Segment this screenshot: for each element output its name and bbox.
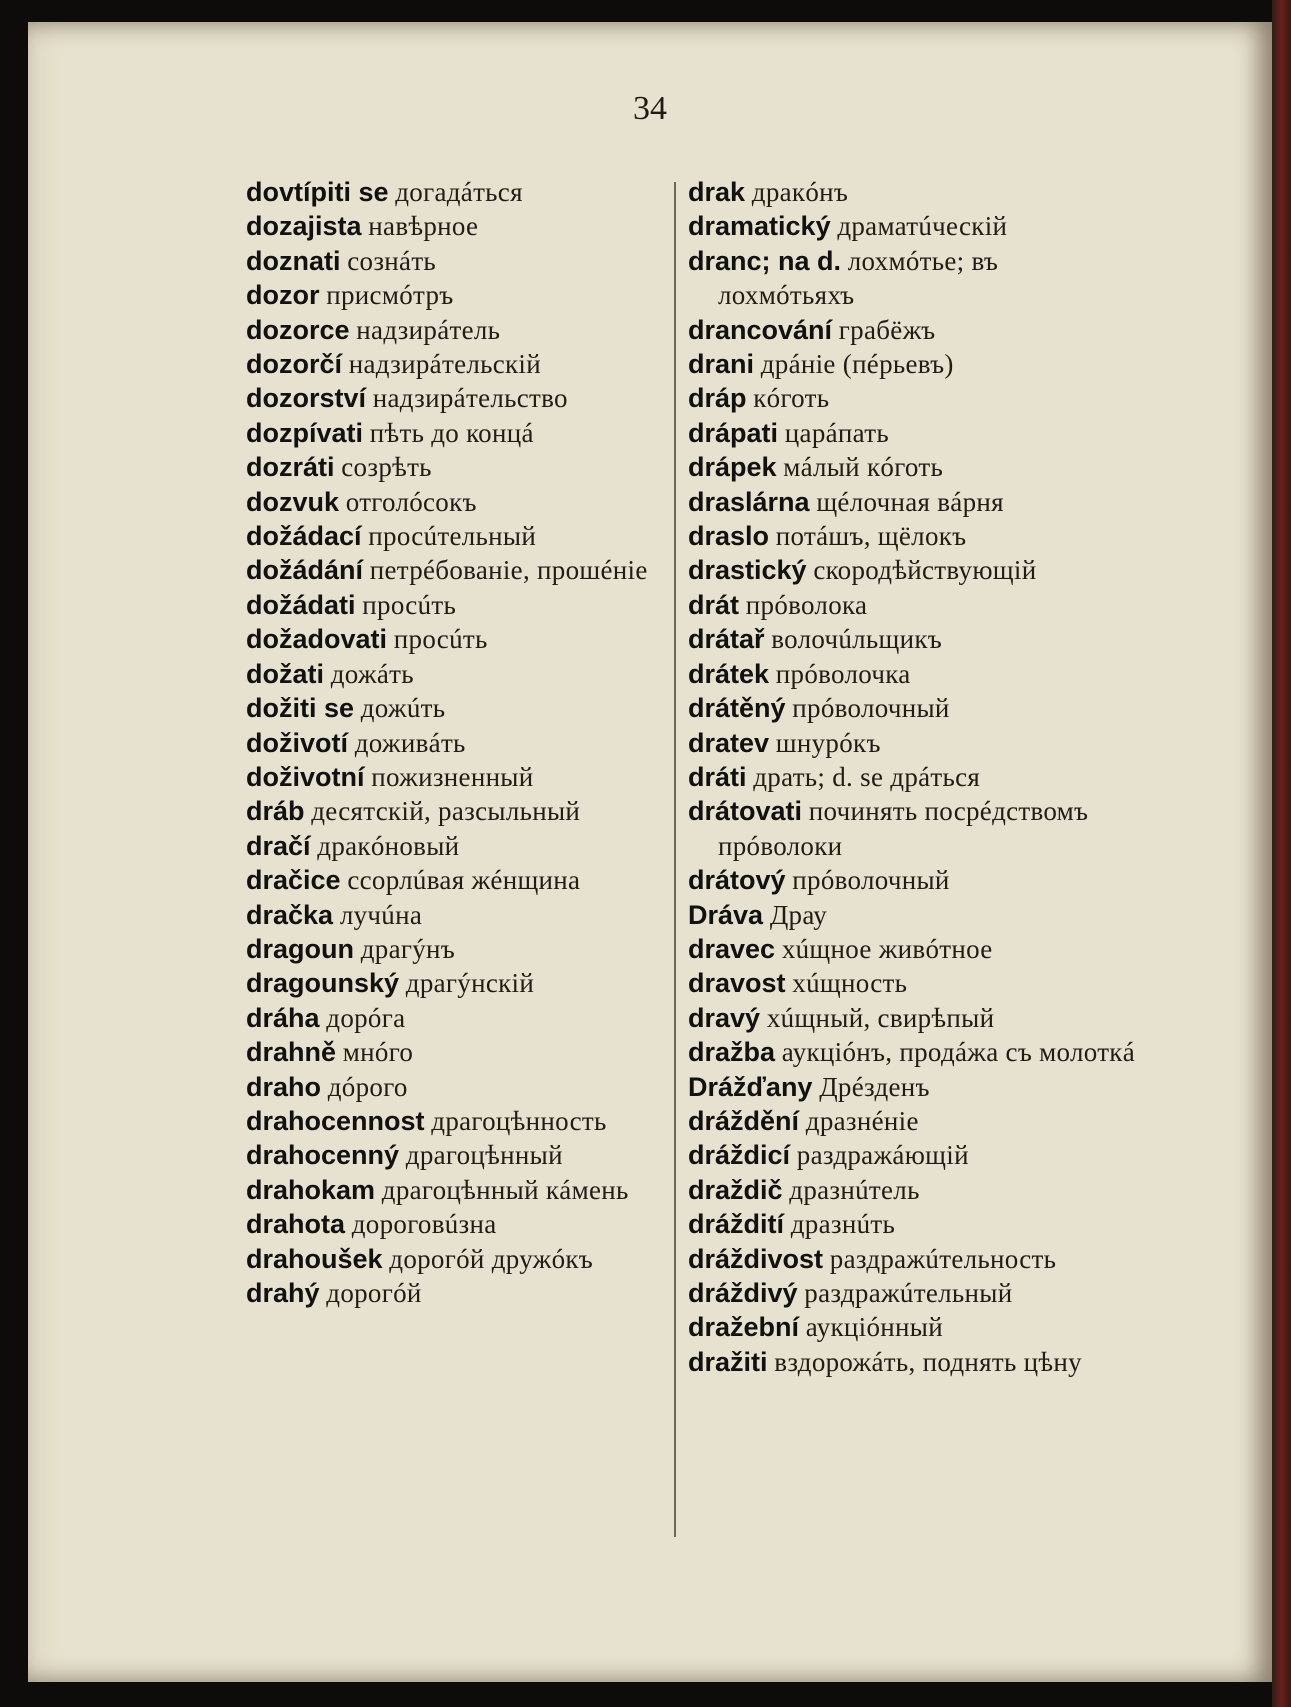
dictionary-entry bbox=[688, 1276, 1136, 1310]
entry-translation: драгоцѣнный bbox=[405, 1140, 563, 1171]
entry-translation: Драу bbox=[769, 899, 828, 930]
dictionary-entry bbox=[246, 244, 694, 278]
entry-headword: dramatický bbox=[688, 211, 831, 242]
entry-translation: прóволочка bbox=[775, 658, 911, 689]
entry-headword: dráždití bbox=[688, 1209, 785, 1240]
entry-headword: draho bbox=[246, 1071, 322, 1102]
entry-translation: дразнúтель bbox=[789, 1174, 920, 1205]
dictionary-entry bbox=[688, 1070, 1136, 1104]
dictionary-entry bbox=[688, 726, 1136, 760]
dictionary-entry bbox=[246, 416, 694, 450]
entry-translation: пожизненный bbox=[371, 761, 534, 792]
entry-headword: dožiti se bbox=[246, 693, 355, 724]
dictionary-entry bbox=[246, 553, 694, 587]
entry-headword: dozvuk bbox=[246, 486, 340, 517]
entry-translation: аукціóнъ, продáжа съ молоткá bbox=[781, 1037, 1135, 1068]
entry-translation: царáпать bbox=[784, 417, 889, 448]
entry-translation: дракóновый bbox=[317, 830, 460, 861]
dictionary-entry bbox=[688, 244, 1136, 313]
entry-translation: дорогóй дружóкъ bbox=[389, 1243, 594, 1274]
entry-translation: отголóсокъ bbox=[345, 486, 477, 517]
dictionary-entry bbox=[246, 657, 694, 691]
dictionary-entry bbox=[688, 553, 1136, 587]
dictionary-entry bbox=[246, 1001, 694, 1035]
entry-translation: дракóнъ bbox=[751, 177, 849, 207]
entry-headword: dravec bbox=[688, 933, 776, 964]
entry-headword: dráp bbox=[688, 383, 747, 414]
dictionary-entry bbox=[246, 1035, 694, 1069]
entry-translation: грабёжъ bbox=[838, 314, 936, 345]
entry-headword: drancování bbox=[688, 314, 833, 345]
entry-headword: dragounský bbox=[246, 968, 400, 999]
entry-translation: починять посрéдствомъ прóволоки bbox=[718, 796, 1089, 861]
entry-headword: dravý bbox=[688, 1002, 761, 1033]
entry-headword: dráb bbox=[246, 796, 305, 827]
dictionary-entry bbox=[688, 1035, 1136, 1069]
dictionary-entry bbox=[246, 347, 694, 381]
entry-translation: просúть bbox=[393, 624, 488, 655]
dictionary-entry bbox=[688, 485, 1136, 519]
dictionary-entry bbox=[688, 1242, 1136, 1276]
entry-translation: дороговúзна bbox=[351, 1209, 497, 1240]
dictionary-entry bbox=[688, 209, 1136, 243]
entry-translation: просúть bbox=[362, 589, 457, 620]
dictionary-entry bbox=[246, 726, 694, 760]
entry-headword: dražební bbox=[688, 1312, 800, 1343]
entry-translation: дорóга bbox=[326, 1002, 406, 1033]
entry-headword: dozorství bbox=[246, 383, 367, 414]
entry-headword: dražba bbox=[688, 1037, 776, 1068]
dictionary-page bbox=[28, 22, 1272, 1682]
entry-translation: прóволока bbox=[745, 589, 868, 620]
entry-translation: вздорожáть, поднять цѣну bbox=[774, 1346, 1082, 1377]
entry-translation: сознáть bbox=[347, 245, 437, 276]
entry-translation: присмóтръ bbox=[326, 280, 454, 311]
entry-translation: хúщный, свирѣпый bbox=[766, 1002, 995, 1033]
entry-headword: dračí bbox=[246, 830, 311, 861]
dictionary-entry bbox=[688, 1207, 1136, 1241]
dictionary-entry bbox=[246, 829, 694, 863]
entry-headword: dráha bbox=[246, 1002, 320, 1033]
dictionary-entry bbox=[688, 450, 1136, 484]
entry-translation: десятскій, разсыльный bbox=[311, 796, 581, 827]
dictionary-entry bbox=[688, 381, 1136, 415]
dictionary-entry bbox=[688, 588, 1136, 622]
dictionary-entry bbox=[246, 588, 694, 622]
dictionary-entry bbox=[246, 1173, 694, 1207]
entry-translation: щéлочная вáрня bbox=[816, 486, 1004, 517]
entry-translation: потáшъ, щёлокъ bbox=[775, 521, 967, 552]
entry-headword: dravost bbox=[688, 968, 786, 999]
entry-translation: созрѣть bbox=[341, 452, 432, 483]
entry-headword: dozor bbox=[246, 280, 320, 311]
dictionary-entry bbox=[688, 1173, 1136, 1207]
entry-translation: драть; d. se дрáться bbox=[753, 761, 981, 792]
entry-headword: drani bbox=[688, 349, 755, 380]
entry-headword: dožadovati bbox=[246, 624, 388, 655]
entry-translation: хúщность bbox=[792, 968, 908, 999]
entry-headword: doznati bbox=[246, 245, 341, 276]
entry-headword: dračka bbox=[246, 899, 334, 930]
dictionary-entry bbox=[688, 347, 1136, 381]
entry-headword: Dráva bbox=[688, 899, 764, 930]
entry-headword: draslárna bbox=[688, 486, 810, 517]
dictionary-entry bbox=[246, 966, 694, 1000]
dictionary-entry bbox=[688, 416, 1136, 450]
entry-translation: лучúна bbox=[339, 899, 423, 930]
entry-translation: дорогóй bbox=[326, 1278, 422, 1308]
entry-headword: drahocennost bbox=[246, 1105, 425, 1136]
dictionary-entry bbox=[246, 1138, 694, 1172]
dictionary-entry bbox=[688, 691, 1136, 725]
entry-translation: пѣть до концá bbox=[369, 417, 534, 448]
entry-headword: drátěný bbox=[688, 693, 786, 724]
entry-headword: draslo bbox=[688, 521, 770, 552]
entry-translation: драгýнскій bbox=[405, 968, 535, 999]
dictionary-entry bbox=[688, 1138, 1136, 1172]
entry-translation: дóрого bbox=[327, 1071, 408, 1102]
entry-translation: петрéбованіе, прошéніе bbox=[369, 555, 648, 586]
entry-headword: drátový bbox=[688, 865, 786, 896]
entry-translation: волочúльщикъ bbox=[771, 624, 943, 655]
dictionary-entry bbox=[246, 691, 694, 725]
dictionary-entry bbox=[246, 794, 694, 828]
entry-headword: dozpívati bbox=[246, 417, 364, 448]
entry-translation: просúтельный bbox=[368, 521, 537, 552]
dictionary-entry bbox=[246, 519, 694, 553]
dictionary-entry bbox=[688, 519, 1136, 553]
page-number: 34 bbox=[633, 90, 667, 127]
entry-translation: дожáть bbox=[330, 658, 414, 689]
left-column bbox=[246, 175, 694, 1310]
entry-headword: drápati bbox=[688, 417, 779, 448]
entry-headword: dozajista bbox=[246, 211, 362, 242]
dictionary-entry bbox=[688, 175, 1136, 209]
dictionary-entry bbox=[688, 657, 1136, 691]
dictionary-entry bbox=[688, 1310, 1136, 1344]
entry-translation: раздражáющій bbox=[796, 1140, 969, 1171]
dictionary-entry bbox=[246, 450, 694, 484]
entry-headword: dožádací bbox=[246, 521, 362, 552]
dictionary-entry bbox=[246, 760, 694, 794]
entry-headword: dráti bbox=[688, 761, 747, 792]
dictionary-entry bbox=[688, 760, 1136, 794]
dictionary-entry bbox=[246, 209, 694, 243]
dictionary-entry bbox=[688, 1345, 1136, 1379]
entry-headword: dragoun bbox=[246, 933, 354, 964]
entry-headword: Drážďany bbox=[688, 1071, 813, 1102]
entry-headword: drahoušek bbox=[246, 1243, 383, 1274]
dictionary-entry bbox=[688, 863, 1136, 897]
entry-headword: dračice bbox=[246, 865, 341, 896]
dictionary-entry bbox=[688, 1001, 1136, 1035]
entry-translation: прóволочный bbox=[792, 693, 950, 724]
dictionary-entry bbox=[688, 313, 1136, 347]
dictionary-entry bbox=[688, 1104, 1136, 1138]
dictionary-entry bbox=[246, 381, 694, 415]
entry-headword: dozráti bbox=[246, 452, 335, 483]
entry-translation: раздражúтельный bbox=[804, 1278, 1013, 1308]
entry-translation: мáлый кóготь bbox=[783, 452, 944, 483]
entry-headword: dráždivý bbox=[688, 1278, 798, 1308]
entry-headword: drátovati bbox=[688, 796, 803, 827]
entry-translation: доживáть bbox=[354, 727, 466, 758]
dictionary-entry bbox=[246, 1070, 694, 1104]
dictionary-entry bbox=[688, 622, 1136, 656]
column-divider bbox=[674, 182, 676, 1537]
entry-headword: drahokam bbox=[246, 1174, 376, 1205]
entry-headword: drahně bbox=[246, 1037, 337, 1068]
entry-translation: дрáніе (пéрьевъ) bbox=[760, 349, 954, 380]
dictionary-entry bbox=[688, 966, 1136, 1000]
entry-translation: навѣрное bbox=[368, 211, 479, 242]
entry-headword: dráždicí bbox=[688, 1140, 791, 1171]
entry-translation: лохмóтье; въ лохмóтьяхъ bbox=[718, 245, 999, 311]
dictionary-entry bbox=[688, 932, 1136, 966]
entry-translation: дожúть bbox=[360, 693, 446, 724]
entry-translation: надзирáтель bbox=[356, 314, 501, 345]
entry-headword: dražiti bbox=[688, 1346, 768, 1377]
dictionary-entry bbox=[246, 1104, 694, 1138]
book-spine bbox=[1272, 0, 1291, 1707]
entry-translation: дразнéніе bbox=[805, 1105, 919, 1136]
entry-translation: аукціóнный bbox=[805, 1312, 943, 1343]
dictionary-entry bbox=[246, 898, 694, 932]
entry-headword: dozorčí bbox=[246, 349, 343, 380]
entry-headword: drastický bbox=[688, 555, 807, 586]
entry-headword: drahota bbox=[246, 1209, 346, 1240]
entry-headword: dovtípiti se bbox=[246, 177, 389, 207]
dictionary-entry bbox=[246, 313, 694, 347]
entry-translation: драматúческій bbox=[837, 211, 1008, 242]
entry-headword: drápek bbox=[688, 452, 777, 483]
entry-headword: dratev bbox=[688, 727, 770, 758]
entry-translation: ссорлúвая жéнщина bbox=[347, 865, 581, 896]
entry-headword: drátek bbox=[688, 658, 770, 689]
entry-translation: драгоцѣнный кáмень bbox=[381, 1174, 629, 1205]
dictionary-entry bbox=[246, 863, 694, 897]
entry-translation: драгýнъ bbox=[360, 933, 456, 964]
dictionary-entry bbox=[246, 278, 694, 312]
entry-translation: догадáться bbox=[395, 177, 523, 207]
entry-translation: надзирáтельскій bbox=[348, 349, 541, 380]
entry-translation: надзирáтельство bbox=[372, 383, 568, 414]
entry-translation: кóготь bbox=[753, 383, 830, 414]
dictionary-entry bbox=[246, 1276, 694, 1310]
entry-headword: dráždění bbox=[688, 1105, 800, 1136]
entry-translation: мнóго bbox=[342, 1037, 414, 1068]
dictionary-entry bbox=[688, 794, 1136, 863]
entry-translation: шнурóкъ bbox=[775, 727, 881, 758]
entry-translation: хúщное живóтное bbox=[781, 933, 993, 964]
dictionary-entry bbox=[246, 485, 694, 519]
entry-translation: прóволочный bbox=[792, 865, 950, 896]
entry-headword: drátař bbox=[688, 624, 765, 655]
entry-translation: Дрéзденъ bbox=[819, 1071, 930, 1102]
entry-headword: drak bbox=[688, 177, 746, 207]
entry-headword: doživotí bbox=[246, 727, 348, 758]
entry-headword: drát bbox=[688, 589, 740, 620]
entry-headword: dožádání bbox=[246, 555, 364, 586]
entry-headword: dráždivost bbox=[688, 1243, 824, 1274]
entry-headword: drahý bbox=[246, 1278, 320, 1308]
entry-headword: dranc; na d. bbox=[688, 245, 842, 276]
dictionary-entry bbox=[688, 898, 1136, 932]
entry-translation: драгоцѣнность bbox=[431, 1105, 607, 1136]
entry-translation: скородѣйствующій bbox=[813, 555, 1037, 586]
entry-headword: drahocenný bbox=[246, 1140, 400, 1171]
entry-headword: dožádati bbox=[246, 589, 356, 620]
right-column bbox=[688, 175, 1136, 1379]
entry-translation: дразнúть bbox=[790, 1209, 896, 1240]
entry-headword: doživotní bbox=[246, 761, 365, 792]
entry-translation: раздражúтельность bbox=[829, 1243, 1057, 1274]
entry-headword: dožati bbox=[246, 658, 324, 689]
dictionary-entry bbox=[246, 1207, 694, 1241]
dictionary-entry bbox=[246, 622, 694, 656]
dictionary-entry bbox=[246, 1242, 694, 1276]
dictionary-entry bbox=[246, 175, 694, 209]
entry-headword: dozorce bbox=[246, 314, 350, 345]
dictionary-entry bbox=[246, 932, 694, 966]
entry-headword: draždič bbox=[688, 1174, 783, 1205]
